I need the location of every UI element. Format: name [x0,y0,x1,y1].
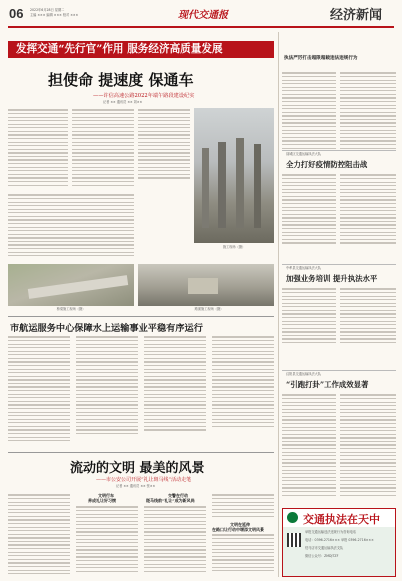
story3-subtitle: ——市公安公司开展“礼让斑马线”活动走笔 [96,477,192,483]
pier-1 [202,148,209,228]
story-2 [8,316,274,446]
right-unit-4: 汉阳县交通运输执法大队 [286,372,322,376]
story2-body-col4 [212,334,274,444]
right-head-3: 加强业务培训 提升执法水平 [286,274,378,283]
column-divider [278,32,279,577]
story2-body-col3 [144,334,206,444]
ad-line-4: 微信公众号：ZMDJTZF [305,554,339,558]
masthead: 现代交通报 [178,10,228,21]
story3-sub1b: 养成礼让好习惯 [88,498,116,503]
issue-date: 2022年6月28日 星期二 [30,8,65,12]
lead-byline: 记者 ×× 通讯员 ×× 刘×× [103,100,143,104]
ad-line-2: 电话：0396-2716××× 举报 0396-2716××× [305,538,374,542]
right-body-4a [282,392,336,502]
ad-line-1: 举报交通运输违法违规行为咨询电话 [305,530,356,534]
photo-road-works [8,264,134,306]
right-body-2b [340,172,396,248]
right-body-1a [282,70,336,152]
story-3 [8,452,274,577]
photo-caption-3: 路面施工现场（摄） [194,307,224,311]
header-rule [8,26,394,28]
photo-caption-2: 桥梁施工现场（摄） [56,307,86,311]
story2-rule [8,316,274,317]
page-number: 06 [9,6,24,21]
pier-3 [236,138,244,228]
ad-title: 交通执法在天中 [303,513,380,526]
story3-body-col4b [212,532,274,576]
lead-subtitle: ——许信高速公路2022年端午路段建设纪实 [93,93,195,99]
photo-caption-1: 施工现场（摄） [222,245,246,249]
lead-body-col3 [138,107,190,191]
right-unit-3: 中牟县交通运输执法大队 [286,266,322,270]
photo-bridge-construction [194,108,274,243]
ad-qr-icon [287,533,301,547]
ad-badge-icon [287,512,298,523]
pier-4 [254,144,261,228]
right-rule-2 [282,150,396,151]
right-body-3b [340,286,396,346]
right-column [282,32,396,577]
story2-title: 市航运服务中心保障水上运输事业平稳有序运行 [10,323,203,334]
lead-body-col2 [72,107,134,191]
right-body-1b [340,70,396,152]
story3-byline: 记者 ×× 通讯员 ×× 张×× [116,484,156,488]
story3-sub2b: 斑马线前“礼让”成为新风尚 [146,498,195,503]
lead-body-col4 [8,192,134,262]
banner [8,41,274,58]
right-body-4b [340,392,396,502]
story3-body-col2 [76,504,138,576]
story3-body-col1 [8,492,70,576]
editor-line: 主编 ××× 编辑 ××× 校对 ××× [30,13,79,17]
right-head-4: “引跑打卦”工作成效显著 [286,380,369,389]
ad-box [282,508,396,577]
page-header [0,0,402,30]
story3-sub3: 文明在延伸 [230,522,250,527]
story3-sub3b: 在路口让行动中增添文明风景 [212,527,264,532]
photo-bridge-surface [138,264,274,306]
ad-body [283,527,395,576]
ad-title-bar [283,509,395,527]
road-surface [28,275,128,299]
story3-body-col4 [212,492,274,518]
right-rule-3 [282,264,396,265]
story3-rule [8,452,274,453]
lead-story [8,62,274,312]
pier-2 [218,142,226,228]
section-title: 经济新闻 [330,8,383,23]
right-rule-4 [282,370,396,371]
story2-body-col1 [8,334,70,444]
truck-shape [188,278,218,294]
right-unit-2: 禄城区交通运输执法大队 [286,152,322,156]
lead-body-col1 [8,107,68,191]
ad-line-3: 驻马店市交通运输执法支队 [305,546,344,550]
right-head-2: 全力打好疫情防控阻击战 [286,160,368,169]
story3-sub1: 文明行车 [98,493,114,498]
story3-title: 流动的文明 最美的风景 [70,461,205,476]
banner-text: 发挥交通“先行官”作用 服务经济高质量发展 [16,43,223,55]
right-head-1: 执法严厉打击超限超载违法违规行为 [284,56,358,61]
lead-title: 担使命 提速度 保通车 [48,71,194,89]
story2-body-col2 [76,334,138,444]
right-body-3a [282,286,336,346]
story3-sub2: 交警在行动 [168,493,188,498]
right-body-2a [282,172,336,248]
story3-body-col3 [144,504,206,576]
